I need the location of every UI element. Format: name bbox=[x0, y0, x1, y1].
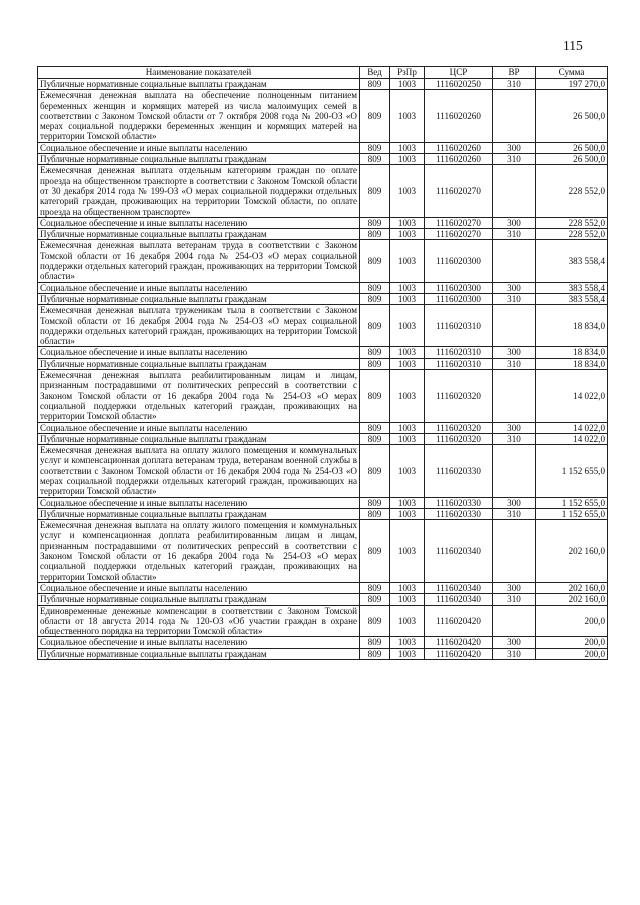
row-ved-cell: 809 bbox=[360, 79, 390, 90]
row-csr-cell: 1116020260 bbox=[425, 154, 493, 165]
row-sum-cell: 26 500,0 bbox=[536, 142, 608, 153]
row-name-cell: Публичные нормативные социальные выплаты гражданам bbox=[38, 648, 360, 659]
row-rzpr-cell: 1003 bbox=[390, 240, 425, 282]
row-ved-cell: 809 bbox=[360, 282, 390, 293]
row-sum-cell: 228 552,0 bbox=[536, 217, 608, 228]
row-ved-cell: 809 bbox=[360, 445, 390, 497]
row-vr-cell bbox=[493, 520, 536, 583]
table-row bbox=[38, 154, 608, 165]
row-vr-cell: 300 bbox=[493, 217, 536, 228]
table-row bbox=[38, 637, 608, 648]
row-ved-cell: 809 bbox=[360, 154, 390, 165]
row-csr-cell: 1116020310 bbox=[425, 305, 493, 347]
row-sum-cell: 228 552,0 bbox=[536, 165, 608, 217]
row-name-cell: Публичные нормативные социальные выплаты гражданам bbox=[38, 358, 360, 369]
row-sum-cell: 200,0 bbox=[536, 637, 608, 648]
row-ved-cell: 809 bbox=[360, 605, 390, 637]
row-ved-cell: 809 bbox=[360, 347, 390, 358]
row-rzpr-cell: 1003 bbox=[390, 217, 425, 228]
row-csr-cell: 1116020320 bbox=[425, 422, 493, 433]
row-sum-cell: 197 270,0 bbox=[536, 79, 608, 90]
table-row bbox=[38, 520, 608, 583]
row-sum-cell: 1 152 655,0 bbox=[536, 497, 608, 508]
header-name: Наименование показателей bbox=[38, 67, 360, 79]
table-row bbox=[38, 370, 608, 422]
row-csr-cell: 1116020270 bbox=[425, 229, 493, 240]
row-name-cell: Социальное обеспечение и иные выплаты населению bbox=[38, 422, 360, 433]
row-name-cell: Ежемесячная денежная выплата на оплату жилого помещения и коммунальных услуг и компенсационная доплата реабилитированным лицам и лицам, признанным пострадавшими от политических репрессий в соответствии с Законом Томской области от 16 декабря 2004 года № 254-ОЗ «О мерах социальной поддержки отдельных категорий граждан, проживающих на территории Томской области» bbox=[38, 520, 360, 583]
row-csr-cell: 1116020300 bbox=[425, 293, 493, 304]
row-ved-cell: 809 bbox=[360, 142, 390, 153]
row-name-cell: Социальное обеспечение и иные выплаты населению bbox=[38, 217, 360, 228]
table-row bbox=[38, 282, 608, 293]
row-csr-cell: 1116020270 bbox=[425, 217, 493, 228]
row-name-cell: Публичные нормативные социальные выплаты гражданам bbox=[38, 433, 360, 444]
row-vr-cell: 310 bbox=[493, 293, 536, 304]
row-sum-cell: 18 834,0 bbox=[536, 358, 608, 369]
row-sum-cell: 200,0 bbox=[536, 648, 608, 659]
row-rzpr-cell: 1003 bbox=[390, 142, 425, 153]
row-sum-cell: 383 558,4 bbox=[536, 293, 608, 304]
row-csr-cell: 1116020320 bbox=[425, 433, 493, 444]
row-vr-cell: 300 bbox=[493, 582, 536, 593]
row-vr-cell: 300 bbox=[493, 142, 536, 153]
header-vr: ВР bbox=[493, 67, 536, 79]
row-vr-cell bbox=[493, 605, 536, 637]
table-row bbox=[38, 358, 608, 369]
row-vr-cell: 300 bbox=[493, 282, 536, 293]
row-name-cell: Социальное обеспечение и иные выплаты населению bbox=[38, 497, 360, 508]
table-row bbox=[38, 508, 608, 519]
row-vr-cell bbox=[493, 165, 536, 217]
row-csr-cell: 1116020420 bbox=[425, 605, 493, 637]
row-csr-cell: 1116020320 bbox=[425, 370, 493, 422]
row-rzpr-cell: 1003 bbox=[390, 165, 425, 217]
table-row bbox=[38, 605, 608, 637]
row-vr-cell: 300 bbox=[493, 637, 536, 648]
row-csr-cell: 1116020340 bbox=[425, 582, 493, 593]
row-sum-cell: 18 834,0 bbox=[536, 305, 608, 347]
row-csr-cell: 1116020330 bbox=[425, 508, 493, 519]
row-csr-cell: 1116020420 bbox=[425, 648, 493, 659]
table-row bbox=[38, 217, 608, 228]
row-sum-cell: 202 160,0 bbox=[536, 594, 608, 605]
row-csr-cell: 1116020310 bbox=[425, 358, 493, 369]
table-row bbox=[38, 229, 608, 240]
row-rzpr-cell: 1003 bbox=[390, 582, 425, 593]
row-rzpr-cell: 1003 bbox=[390, 370, 425, 422]
row-rzpr-cell: 1003 bbox=[390, 347, 425, 358]
row-ved-cell: 809 bbox=[360, 305, 390, 347]
table-row bbox=[38, 497, 608, 508]
row-name-cell: Единовременные денежные компенсации в соответствии с Законом Томской области от 18 августа 2014 года № 120-ОЗ «Об участии граждан в охране общественного порядка на территории Томской области» bbox=[38, 605, 360, 637]
row-rzpr-cell: 1003 bbox=[390, 79, 425, 90]
row-ved-cell: 809 bbox=[360, 229, 390, 240]
table-row bbox=[38, 347, 608, 358]
row-rzpr-cell: 1003 bbox=[390, 497, 425, 508]
row-rzpr-cell: 1003 bbox=[390, 282, 425, 293]
row-vr-cell: 300 bbox=[493, 422, 536, 433]
table-body bbox=[38, 79, 608, 660]
row-sum-cell: 26 500,0 bbox=[536, 154, 608, 165]
row-sum-cell: 26 500,0 bbox=[536, 90, 608, 142]
row-name-cell: Социальное обеспечение и иные выплаты населению bbox=[38, 347, 360, 358]
row-sum-cell: 200,0 bbox=[536, 605, 608, 637]
row-ved-cell: 809 bbox=[360, 358, 390, 369]
header-ved: Вед bbox=[360, 67, 390, 79]
row-ved-cell: 809 bbox=[360, 217, 390, 228]
row-csr-cell: 1116020340 bbox=[425, 520, 493, 583]
row-name-cell: Социальное обеспечение и иные выплаты населению bbox=[38, 282, 360, 293]
row-ved-cell: 809 bbox=[360, 293, 390, 304]
row-rzpr-cell: 1003 bbox=[390, 605, 425, 637]
table-row bbox=[38, 648, 608, 659]
row-vr-cell: 310 bbox=[493, 229, 536, 240]
table-row bbox=[38, 422, 608, 433]
row-sum-cell: 1 152 655,0 bbox=[536, 508, 608, 519]
row-sum-cell: 14 022,0 bbox=[536, 370, 608, 422]
budget-table bbox=[37, 66, 608, 660]
row-rzpr-cell: 1003 bbox=[390, 508, 425, 519]
header-csr: ЦСР bbox=[425, 67, 493, 79]
row-sum-cell: 18 834,0 bbox=[536, 347, 608, 358]
row-vr-cell: 310 bbox=[493, 79, 536, 90]
table-row bbox=[38, 142, 608, 153]
row-sum-cell: 1 152 655,0 bbox=[536, 445, 608, 497]
row-vr-cell: 310 bbox=[493, 508, 536, 519]
row-rzpr-cell: 1003 bbox=[390, 433, 425, 444]
row-name-cell: Публичные нормативные социальные выплаты гражданам bbox=[38, 154, 360, 165]
row-vr-cell: 310 bbox=[493, 594, 536, 605]
row-name-cell: Социальное обеспечение и иные выплаты населению bbox=[38, 582, 360, 593]
row-name-cell: Ежемесячная денежная выплата реабилитированным лицам и лицам, признанным пострадавшими от политических репрессий в соответствии с Законом Томской области от 16 декабря 2004 года № 254-ОЗ «О мерах социальной поддержки отдельных категорий граждан, проживающих на территории Томской области» bbox=[38, 370, 360, 422]
row-rzpr-cell: 1003 bbox=[390, 229, 425, 240]
row-sum-cell: 383 558,4 bbox=[536, 282, 608, 293]
table-row bbox=[38, 594, 608, 605]
row-name-cell: Ежемесячная денежная выплата ветеранам труда в соответствии с Законом Томской области от 16 декабря 2004 года № 254-ОЗ «О мерах социальной поддержки отдельных категорий граждан, проживающих на территории Томской области» bbox=[38, 240, 360, 282]
row-ved-cell: 809 bbox=[360, 594, 390, 605]
row-vr-cell bbox=[493, 240, 536, 282]
table-row bbox=[38, 582, 608, 593]
table-row bbox=[38, 445, 608, 497]
table-row bbox=[38, 165, 608, 217]
row-name-cell: Публичные нормативные социальные выплаты гражданам bbox=[38, 594, 360, 605]
table-header-row bbox=[38, 67, 608, 79]
row-name-cell: Публичные нормативные социальные выплаты гражданам bbox=[38, 293, 360, 304]
row-ved-cell: 809 bbox=[360, 370, 390, 422]
row-sum-cell: 383 558,4 bbox=[536, 240, 608, 282]
row-name-cell: Публичные нормативные социальные выплаты гражданам bbox=[38, 508, 360, 519]
row-rzpr-cell: 1003 bbox=[390, 293, 425, 304]
row-vr-cell bbox=[493, 370, 536, 422]
row-rzpr-cell: 1003 bbox=[390, 154, 425, 165]
table-row bbox=[38, 293, 608, 304]
row-vr-cell: 310 bbox=[493, 154, 536, 165]
table-row bbox=[38, 90, 608, 142]
row-vr-cell bbox=[493, 445, 536, 497]
row-name-cell: Ежемесячная денежная выплата труженикам тыла в соответствии с Законом Томской области от 16 декабря 2004 года № 254-ОЗ «О мерах социальной поддержки отдельных категорий граждан, проживающих на территории Томской области» bbox=[38, 305, 360, 347]
row-rzpr-cell: 1003 bbox=[390, 90, 425, 142]
row-name-cell: Ежемесячная денежная выплата на обеспечение полноценным питанием беременных женщин и кормящих матерей из числа малоимущих семей в соответствии с Законом Томской области от 7 октября 2008 года № 200-ОЗ «О мерах социальной поддержки беременных женщин и кормящих матерей на территории Томской области» bbox=[38, 90, 360, 142]
row-name-cell: Социальное обеспечение и иные выплаты населению bbox=[38, 637, 360, 648]
table-row bbox=[38, 240, 608, 282]
row-vr-cell: 300 bbox=[493, 497, 536, 508]
table-row bbox=[38, 433, 608, 444]
row-sum-cell: 14 022,0 bbox=[536, 433, 608, 444]
row-rzpr-cell: 1003 bbox=[390, 358, 425, 369]
row-name-cell: Ежемесячная денежная выплата на оплату жилого помещения и коммунальных услуг и компенсационная доплата ветеранам труда, ветеранам военной службы в соответствии с Законом Томской области от 16 декабря 2004 года № 254-ОЗ «О мерах социальной поддержки отдельных категорий граждан, проживающих на территории Томской области» bbox=[38, 445, 360, 497]
row-name-cell: Публичные нормативные социальные выплаты гражданам bbox=[38, 229, 360, 240]
row-name-cell: Ежемесячная денежная выплата отдельным категориям граждан по оплате проезда на общественном транспорте в соответствии с Законом Томской области от 30 декабря 2014 года № 199-ОЗ «О мерах социальной поддержки отдельных категорий граждан, проживающих на территории Томской области, по оплате проезда на общественном транспорте» bbox=[38, 165, 360, 217]
row-csr-cell: 1116020330 bbox=[425, 497, 493, 508]
row-ved-cell: 809 bbox=[360, 648, 390, 659]
row-name-cell: Публичные нормативные социальные выплаты гражданам bbox=[38, 79, 360, 90]
row-csr-cell: 1116020300 bbox=[425, 240, 493, 282]
row-sum-cell: 202 160,0 bbox=[536, 582, 608, 593]
row-sum-cell: 228 552,0 bbox=[536, 229, 608, 240]
row-rzpr-cell: 1003 bbox=[390, 520, 425, 583]
row-ved-cell: 809 bbox=[360, 165, 390, 217]
row-csr-cell: 1116020420 bbox=[425, 637, 493, 648]
row-rzpr-cell: 1003 bbox=[390, 648, 425, 659]
row-vr-cell: 310 bbox=[493, 433, 536, 444]
table-row bbox=[38, 305, 608, 347]
row-ved-cell: 809 bbox=[360, 240, 390, 282]
row-rzpr-cell: 1003 bbox=[390, 594, 425, 605]
row-rzpr-cell: 1003 bbox=[390, 422, 425, 433]
row-rzpr-cell: 1003 bbox=[390, 305, 425, 347]
row-ved-cell: 809 bbox=[360, 582, 390, 593]
row-sum-cell: 14 022,0 bbox=[536, 422, 608, 433]
row-ved-cell: 809 bbox=[360, 497, 390, 508]
row-vr-cell: 310 bbox=[493, 648, 536, 659]
row-rzpr-cell: 1003 bbox=[390, 445, 425, 497]
row-ved-cell: 809 bbox=[360, 637, 390, 648]
header-rzpr: РзПр bbox=[390, 67, 425, 79]
row-csr-cell: 1116020250 bbox=[425, 79, 493, 90]
row-csr-cell: 1116020340 bbox=[425, 594, 493, 605]
row-ved-cell: 809 bbox=[360, 520, 390, 583]
row-csr-cell: 1116020300 bbox=[425, 282, 493, 293]
row-vr-cell: 300 bbox=[493, 347, 536, 358]
row-ved-cell: 809 bbox=[360, 90, 390, 142]
row-csr-cell: 1116020260 bbox=[425, 90, 493, 142]
row-vr-cell bbox=[493, 305, 536, 347]
row-sum-cell: 202 160,0 bbox=[536, 520, 608, 583]
row-rzpr-cell: 1003 bbox=[390, 637, 425, 648]
row-vr-cell: 310 bbox=[493, 358, 536, 369]
row-csr-cell: 1116020260 bbox=[425, 142, 493, 153]
row-ved-cell: 809 bbox=[360, 508, 390, 519]
header-sum: Сумма bbox=[536, 67, 608, 79]
table-row bbox=[38, 79, 608, 90]
row-csr-cell: 1116020270 bbox=[425, 165, 493, 217]
row-ved-cell: 809 bbox=[360, 422, 390, 433]
row-name-cell: Социальное обеспечение и иные выплаты населению bbox=[38, 142, 360, 153]
page-number: 115 bbox=[563, 38, 583, 53]
row-ved-cell: 809 bbox=[360, 433, 390, 444]
row-vr-cell bbox=[493, 90, 536, 142]
row-csr-cell: 1116020330 bbox=[425, 445, 493, 497]
row-csr-cell: 1116020310 bbox=[425, 347, 493, 358]
